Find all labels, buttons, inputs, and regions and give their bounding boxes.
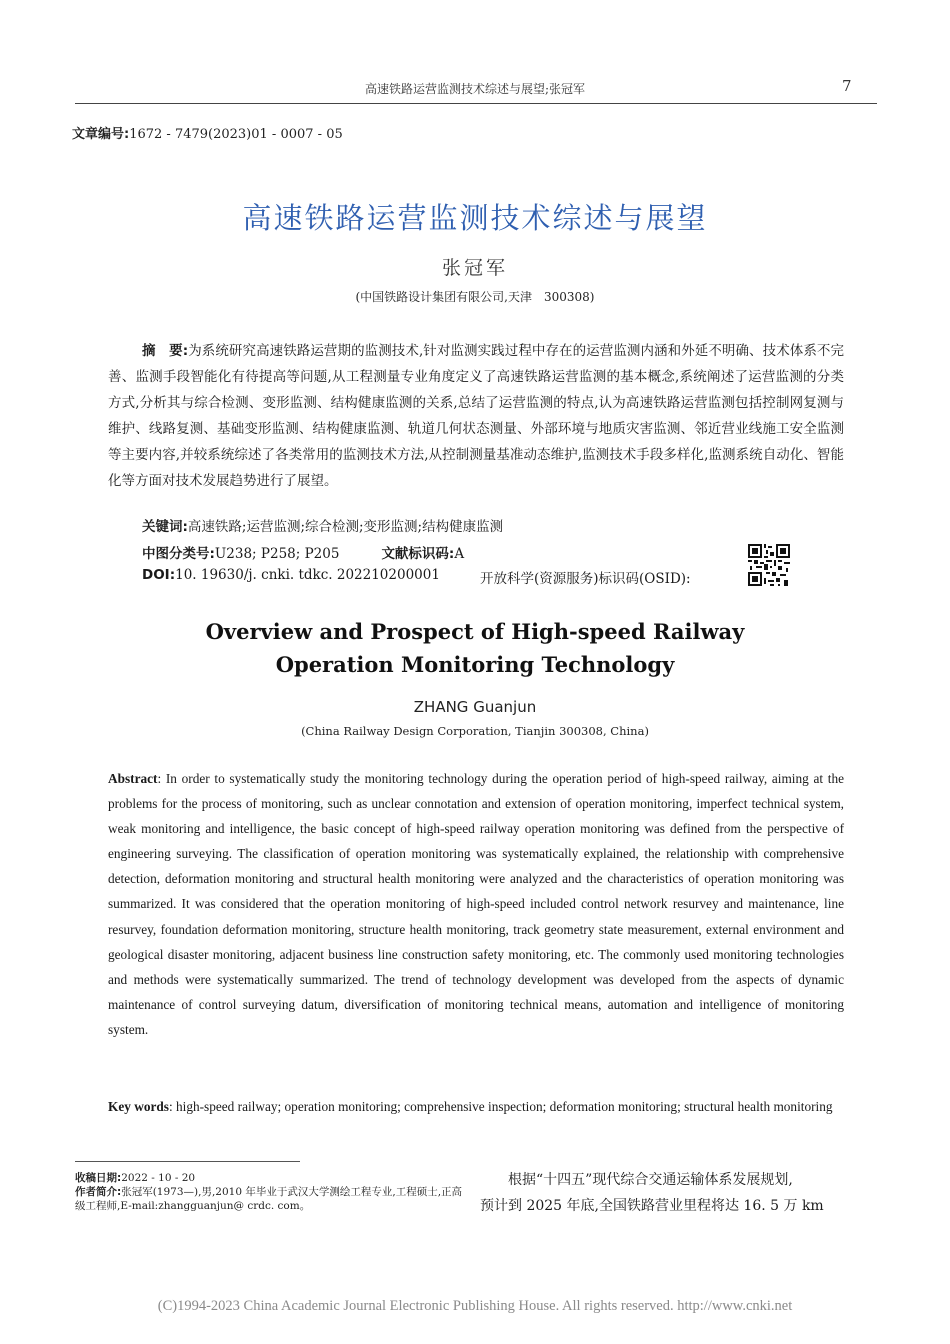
abstract-en-label: Abstract — [108, 771, 158, 786]
title-en-line-2: Operation Monitoring Technology — [275, 652, 675, 677]
article-number — [72, 123, 343, 142]
received-label: 收稿日期: — [75, 1172, 122, 1184]
body-line-2: 预计到 2025 年底,全国铁路营业里程将达 16. 5 万 km — [480, 1198, 824, 1214]
header-rule — [75, 103, 877, 104]
keywords-cn-text: 高速铁路;运营监测;综合检测;变形监测;结构健康监测 — [187, 519, 504, 535]
keywords-en — [108, 1094, 844, 1119]
page-number: 7 — [842, 77, 852, 95]
abstract-en-text: : In order to systematically study the monitoring technology during the operation period of high-speed railway, aiming at the problems for the process of monitoring, such as unclear connotation and extension of operation monitoring, imperfect technical system, weak monitoring and intelligence, the basic concept of high-speed railway operation monitoring was defined from the perspective of engineering surveying. The classification of operation monitoring was systematically explained, the relationship with comprehensive detection, deformation monitoring and structural health monitoring were analyzed and the characteristics of operation monitoring was summarized. It was considered that the operation monitoring of high-speed included control network resurvey and maintenance, line resurvey, foundation deformation monitoring, structure health monitoring, track geometry state measurement, external environment and geological disaster monitoring, adjacent business line construction safety monitoring, etc. The commonly used monitoring technologies and methods were systematically summarized. The trend of technology development was developed from the aspects of dynamic maintenance of control surveying datum, diversification of monitoring technical means, automation and intelligence of monitoring system. — [108, 771, 844, 1037]
keywords-en-text: : high-speed railway; operation monitoring; comprehensive inspection; deformation monitoring; structural health monitoring — [168, 1099, 833, 1114]
abstract-cn — [108, 339, 844, 494]
body-text — [480, 1167, 877, 1219]
affiliation-cn: (中国铁路设计集团有限公司,天津 300308) — [355, 290, 595, 304]
doc-code-label: 文献标识码: — [381, 546, 455, 562]
osid-label: 开放科学(资源服务)标识码(OSID): — [480, 571, 691, 587]
footnote-author — [75, 1185, 465, 1213]
doi-line — [142, 567, 440, 583]
footnote-rule — [75, 1161, 300, 1162]
author-bio-value: 张冠军(1973—),男,2010 年毕业于武汉大学测绘工程专业,工程硕士,正高级工程师,E-mail:zhangguanjun@ crdc. com。 — [75, 1186, 463, 1212]
body-line-1: 根据“十四五”现代综合交通运输体系发展规划, — [508, 1172, 793, 1188]
article-number-value: 1672 - 7479(2023)01 - 0007 - 05 — [129, 127, 343, 142]
doi-value: 10. 19630/j. cnki. tdkc. 202210200001 — [175, 567, 440, 583]
abstract-cn-label: 摘 要: — [142, 343, 189, 359]
title-cn: 高速铁路运营监测技术综述与展望 — [242, 201, 708, 235]
doc-code-value: A — [454, 546, 465, 562]
title-en-line-1: Overview and Prospect of High-speed Railway — [205, 619, 745, 644]
abstract-cn-text: 为系统研究高速铁路运营期的监测技术,针对监测实践过程中存在的运营监测内涵和外延不明确、技术体系不完善、监测手段智能化有待提高等问题,从工程测量专业角度定义了高速铁路运营监测的基本概念,系统阐述了运营监测的分类方式,分析其与综合检测、变形监测、结构健康监测的关系,总结了运营监测的特点,认为高速铁路运营监测包括控制网复测与维护、线路复测、基础变形监测、结构健康监测、轨道几何状态测量、外部环境与地质灾害监测、邻近营业线施工安全监测等主要内容,并较系统综述了各类常用的监测技术方法,从控制测量基准动态维护,监测技术手段多样化,监测系统自动化、智能化等方面对技术发展趋势进行了展望。 — [108, 343, 844, 489]
title-en — [0, 615, 950, 681]
qr-code-icon[interactable] — [748, 544, 790, 586]
author-cn: 张冠军 — [441, 257, 508, 279]
clc-label: 中图分类号: — [142, 546, 215, 562]
keywords-cn-label: 关键词: — [142, 519, 188, 535]
author-en: ZHANG Guanjun — [413, 698, 537, 716]
doi-label: DOI: — [142, 567, 176, 583]
clc-value: U238; P258; P205 — [214, 546, 340, 562]
footnote-received — [75, 1171, 465, 1185]
affiliation-en: (China Railway Design Corporation, Tianjin 300308, China) — [301, 724, 649, 738]
abstract-en — [108, 766, 844, 1042]
copyright-watermark: (C)1994-2023 China Academic Journal Electronic Publishing House. All rights reserved. http://www.cnki.net — [157, 1298, 793, 1314]
classification-line — [142, 542, 464, 562]
keywords-en-label: Key words — [108, 1099, 169, 1114]
article-number-label: 文章编号: — [72, 127, 130, 142]
author-bio-label: 作者简介: — [75, 1186, 122, 1198]
received-value: 2022 - 10 - 20 — [121, 1172, 196, 1184]
keywords-cn — [142, 515, 503, 535]
running-head: 高速铁路运营监测技术综述与展望;张冠军 — [364, 82, 586, 96]
